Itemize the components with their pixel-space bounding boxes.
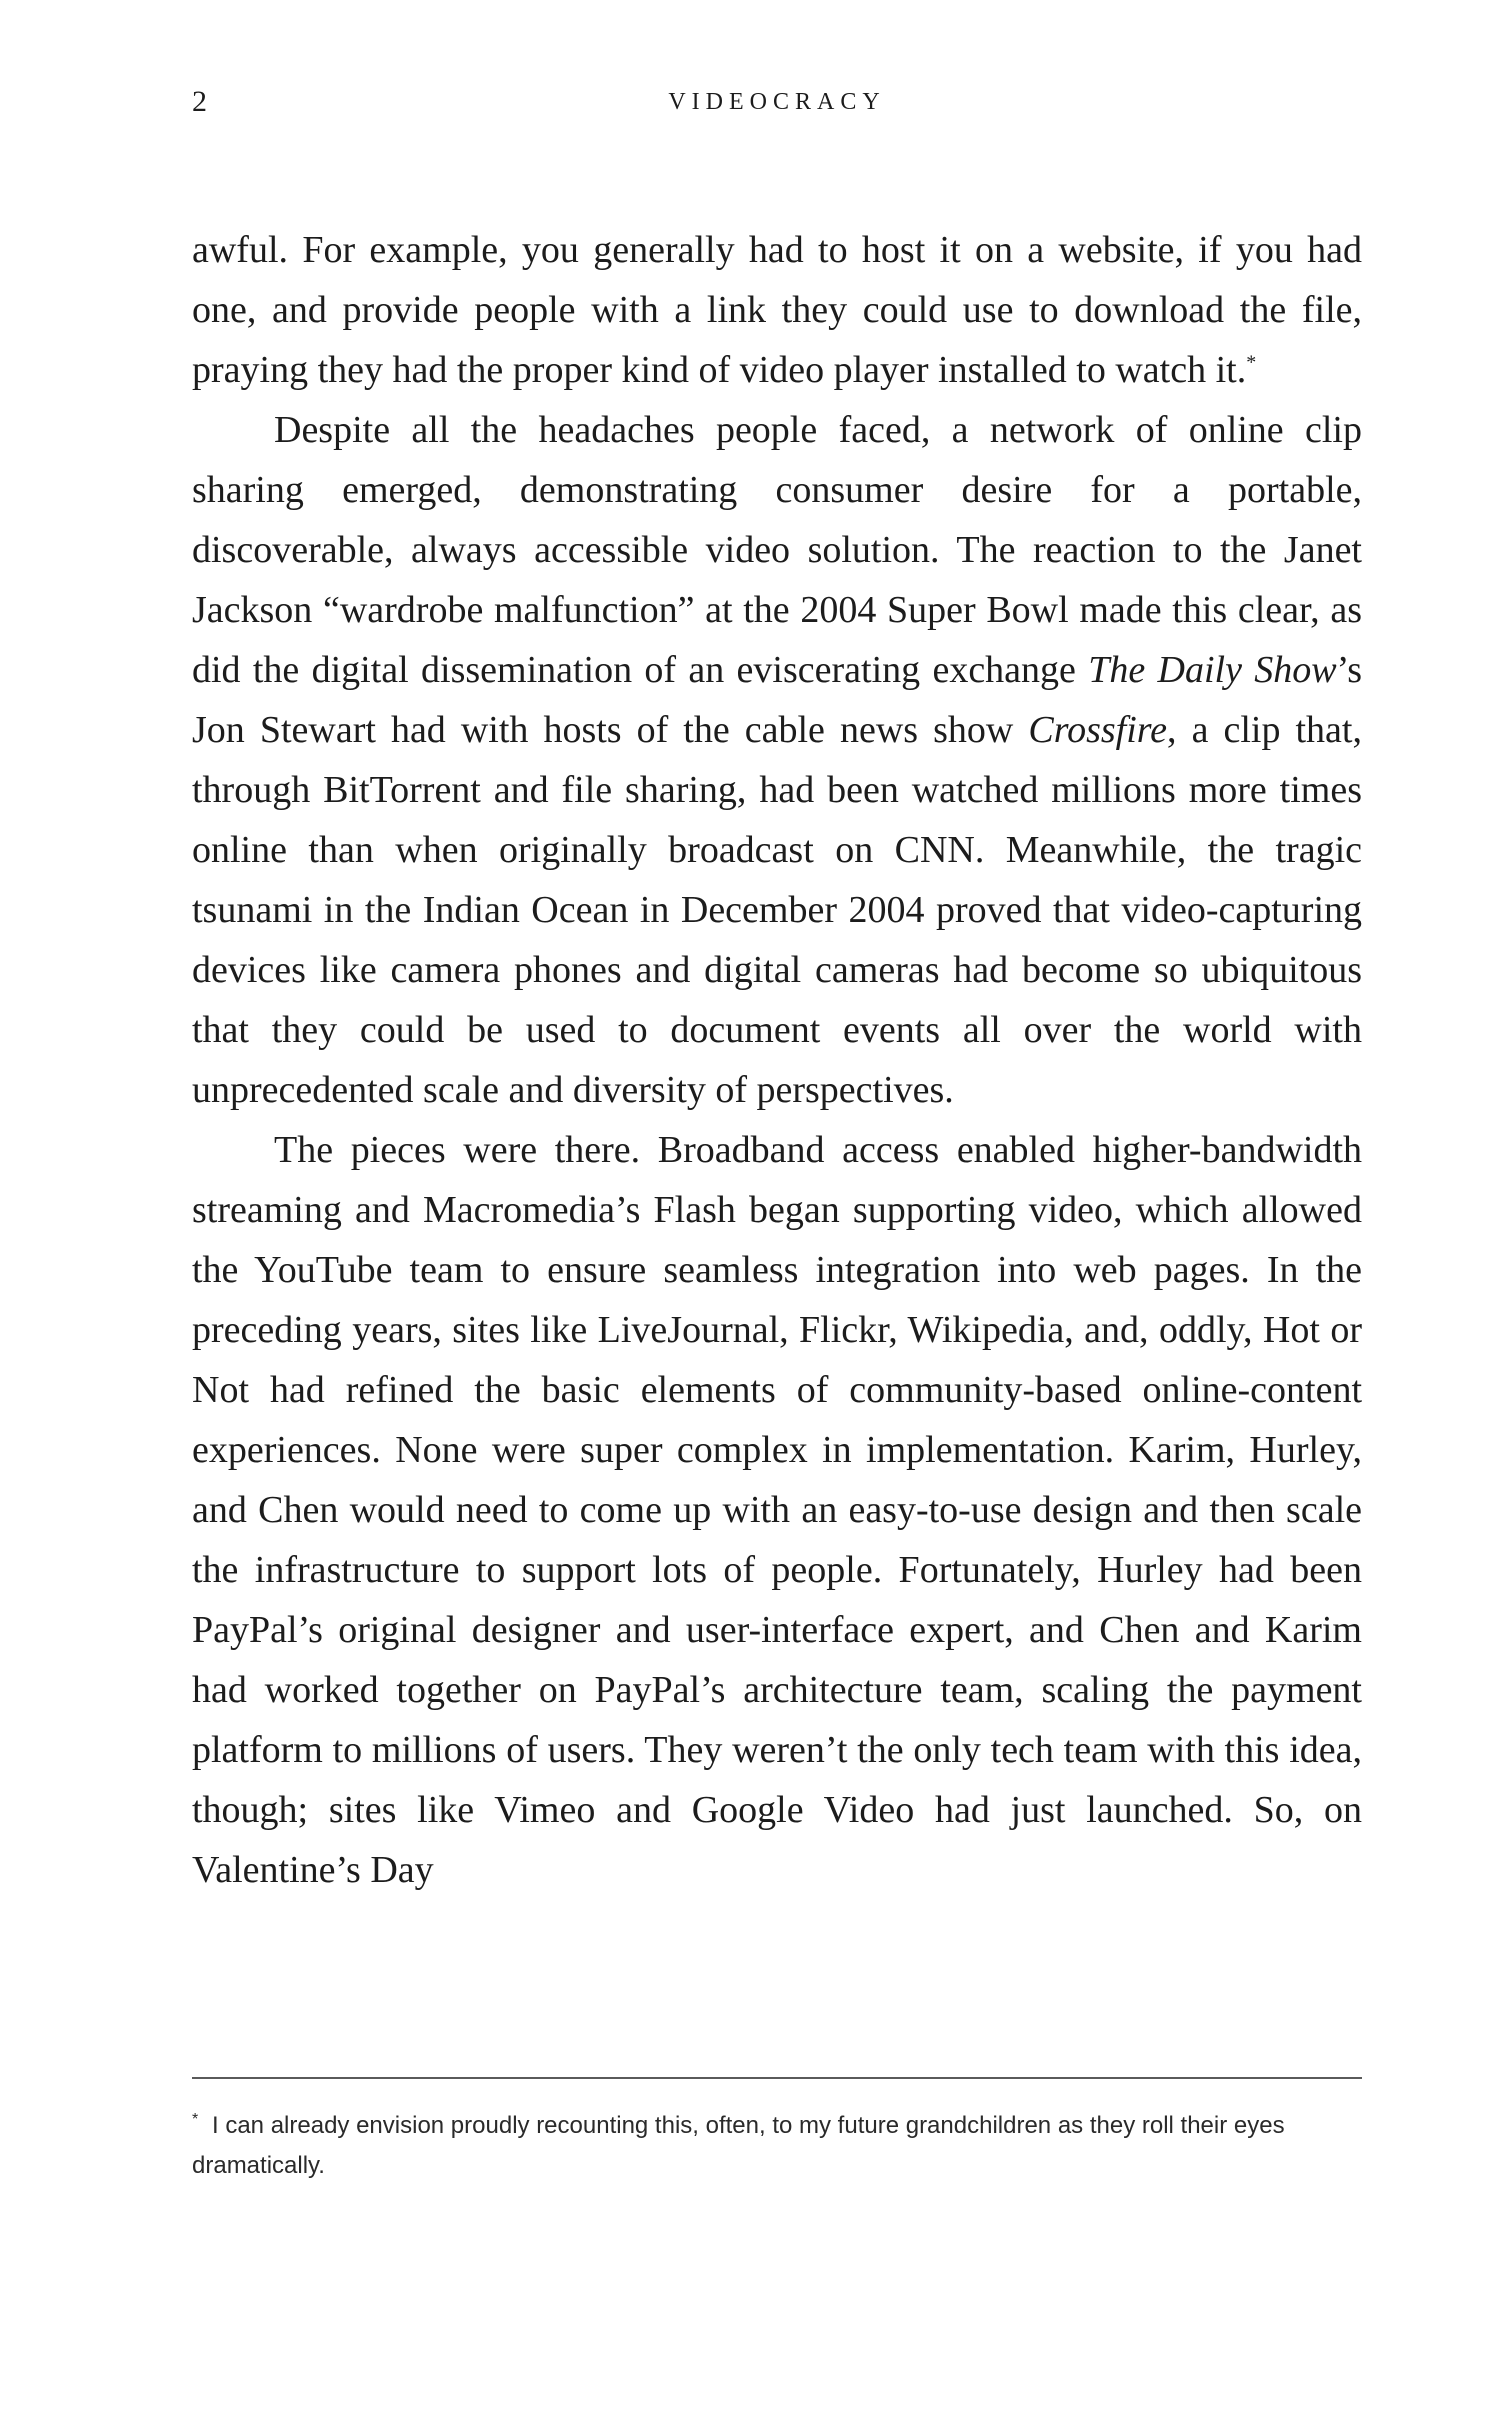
paragraph-2-text-b: ’s Jon Stewart had with hosts of the cable news show xyxy=(192,649,1362,751)
footnote-reference: * xyxy=(1246,351,1257,374)
title-crossfire: Crossfire xyxy=(1028,709,1168,751)
paragraph-3-text: The pieces were there. Broadband access enabled higher-bandwidth streaming and Macromedia’s Flash began supporting video, which allowed the YouTube team to ensure seamless integration into web pages. In the preceding years, sites like LiveJournal, Flickr, Wikipedia, and, oddly, Hot or Not had refined the basic elements of community-based online-content experiences. None were super complex in implementation. Karim, Hurley, and Chen would need to come up with an easy-to-use design and then scale the infrastructure to support lots of people. Fortunately, Hurley had been PayPal’s original designer and user-interface expert, and Chen and Karim had worked together on PayPal’s architecture team, scaling the payment platform to millions of users. They weren’t the only tech team with this idea, though; sites like Vimeo and Google Video had just launched. So, on Valentine’s Day xyxy=(192,1129,1362,1891)
paragraph-1-text: awful. For example, you generally had to host it on a website, if you had one, and provide people with a link they could use to download the file, praying they had the proper kind of video player installed to watch it. xyxy=(192,229,1362,391)
footnote-divider xyxy=(192,2077,1362,2079)
page-number: 2 xyxy=(192,85,207,118)
paragraph-2 xyxy=(192,400,1362,1120)
title-the-daily-show: The Daily Show xyxy=(1088,649,1337,691)
footnote-text: I can already envision proudly recounting this, often, to my future grandchildren as they roll their eyes dramatically. xyxy=(192,2112,1285,2179)
body-text xyxy=(192,220,1362,1900)
footnote: * I can already envision proudly recounting this, often, to my future grandchildren as they roll their eyes dramatically. xyxy=(192,2111,1285,2179)
running-head-title: VIDEOCRACY xyxy=(668,89,886,115)
paragraph-1 xyxy=(192,220,1362,400)
paragraph-2-text-a: Despite all the headaches people faced, a network of online clip sharing emerged, demonstrating consumer desire for a portable, discoverable, always accessible video solution. The reaction to the Janet Jackson “wardrobe malfunction” at the 2004 Super Bowl made this clear, as did the digital dissemination of an eviscerating exchange xyxy=(192,409,1362,691)
running-head xyxy=(192,82,1362,122)
paragraph-3 xyxy=(192,1120,1362,1900)
paragraph-2-text-c: , a clip that, through BitTorrent and file sharing, had been watched millions more times online than when originally broadcast on CNN. Meanwhile, the tragic tsunami in the Indian Ocean in December 2004 proved that video-capturing devices like camera phones and digital cameras had become so ubiquitous that they could be used to document events all over the world with unprecedented scale and diversity of perspectives. xyxy=(192,709,1362,1111)
